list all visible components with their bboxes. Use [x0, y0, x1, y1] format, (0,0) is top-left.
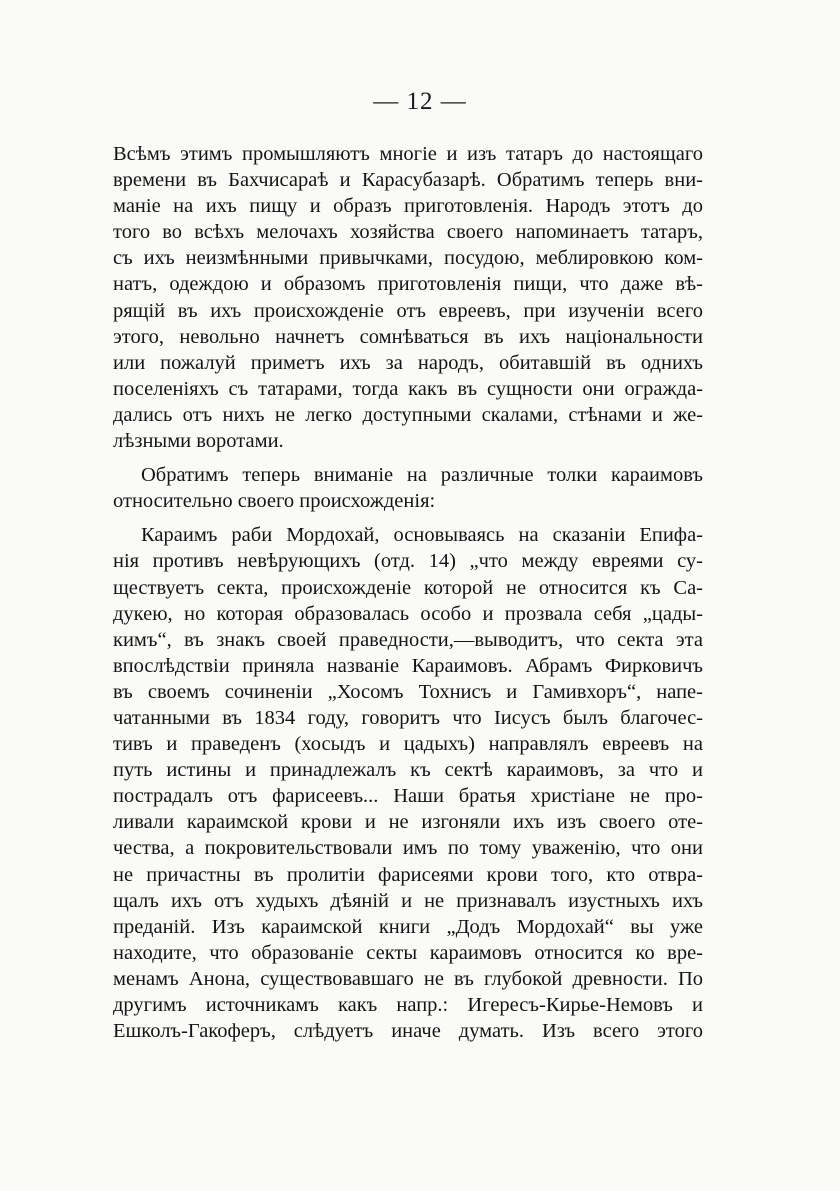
text-line: этого, невольно начнетъ сомнѣваться въ ихъ національности: [113, 325, 703, 348]
text-line: въ своемъ сочиненіи „Хосомъ Тохнисъ и Гамивхоръ“, напе-: [113, 680, 703, 703]
text-line: или пожалуй приметъ ихъ за народъ, обитавшій въ однихъ: [113, 351, 703, 374]
text-line: ливали караимской крови и не изгоняли ихъ изъ своего оте-: [113, 811, 703, 834]
text-line: чества, а покровительствовали имъ по тому уваженію, что они: [113, 837, 703, 860]
text-line: поселеніяхъ съ татарами, тогда какъ въ сущности они огражда-: [113, 377, 703, 400]
text-line: находите, что образованіе секты караимовъ относится ко вре-: [113, 941, 703, 964]
text-line: рящій въ ихъ происхожденіе отъ евреевъ, при изученіи всего: [113, 299, 703, 322]
text-line: не причастны въ пролитіи фарисеями крови того, кто отвра-: [113, 863, 703, 886]
paragraph-gap: [113, 454, 703, 462]
text-line: дукею, но которая образовалась особо и прозвала себя „цады-: [113, 602, 703, 625]
text-line: натъ, одеждою и образомъ приготовленія пищи, что даже вѣ-: [113, 273, 703, 296]
text-line: нія противъ невѣрующихъ (отд. 14) „что между евреями су-: [113, 550, 703, 573]
text-line: чатанными въ 1834 году, говоритъ что Іисусъ былъ благочес-: [113, 706, 703, 729]
paragraph-gap: [113, 514, 703, 522]
text-line: ществуетъ секта, происхожденіе которой не относится къ Са-: [113, 576, 703, 599]
text-line: съ ихъ неизмѣнными привычками, посудою, меблировкою ком-: [113, 247, 703, 270]
text-line: пострадалъ отъ фарисеевъ... Наши братья христіане не про-: [113, 785, 703, 808]
text-line: кимъ“, въ знакъ своей праведности,—выводитъ, что секта эта: [113, 628, 703, 651]
text-line: тивъ и праведенъ (хосыдъ и цадыхъ) направлялъ евреевъ на: [113, 733, 703, 756]
body-text: [113, 141, 703, 1044]
text-line: времени въ Бахчисараѣ и Карасубазарѣ. Обратимъ теперь вни-: [113, 169, 703, 192]
text-line: путь истины и принадлежалъ къ сектѣ караимовъ, за что и: [113, 759, 703, 782]
text-line: Ешколъ-Гакоферъ, слѣдуетъ иначе думать. Изъ всего этого: [113, 1020, 703, 1043]
text-line: Всѣмъ этимъ промышляютъ многіе и изъ татаръ до настоящаго: [113, 143, 703, 165]
text-line: Караимъ раби Мордохай, основываясь на сказаніи Епифа-: [141, 524, 703, 547]
text-line: дались отъ нихъ не легко доступными скалами, стѣнами и же-: [113, 403, 703, 426]
page-number: — 12 —: [373, 88, 467, 115]
text-line: относительно своего происхожденія:: [113, 490, 436, 513]
text-line: щалъ ихъ отъ худыхъ дѣяній и не признавалъ изустныхъ ихъ: [113, 889, 703, 912]
text-line: преданій. Изъ караимской книги „Додъ Мордохай“ вы уже: [113, 915, 703, 938]
text-line: Обратимъ теперь вниманіе на различные толки караимовъ: [141, 464, 703, 487]
text-line: того во всѣхъ мелочахъ хозяйства своего напоминаетъ татаръ,: [113, 221, 703, 244]
text-line: лѣзными воротами.: [113, 430, 284, 453]
text-line: впослѣдствіи приняла названіе Караимовъ. Абрамъ Фирковичъ: [113, 654, 703, 677]
text-line: другимъ источникамъ какъ напр.: Игересъ-Кирье-Немовъ и: [113, 994, 703, 1016]
text-line: маніе на ихъ пищу и образъ приготовленія. Народъ этотъ до: [113, 195, 703, 218]
text-line: менамъ Анона, существовавшаго не въ глубокой древности. По: [113, 967, 703, 990]
